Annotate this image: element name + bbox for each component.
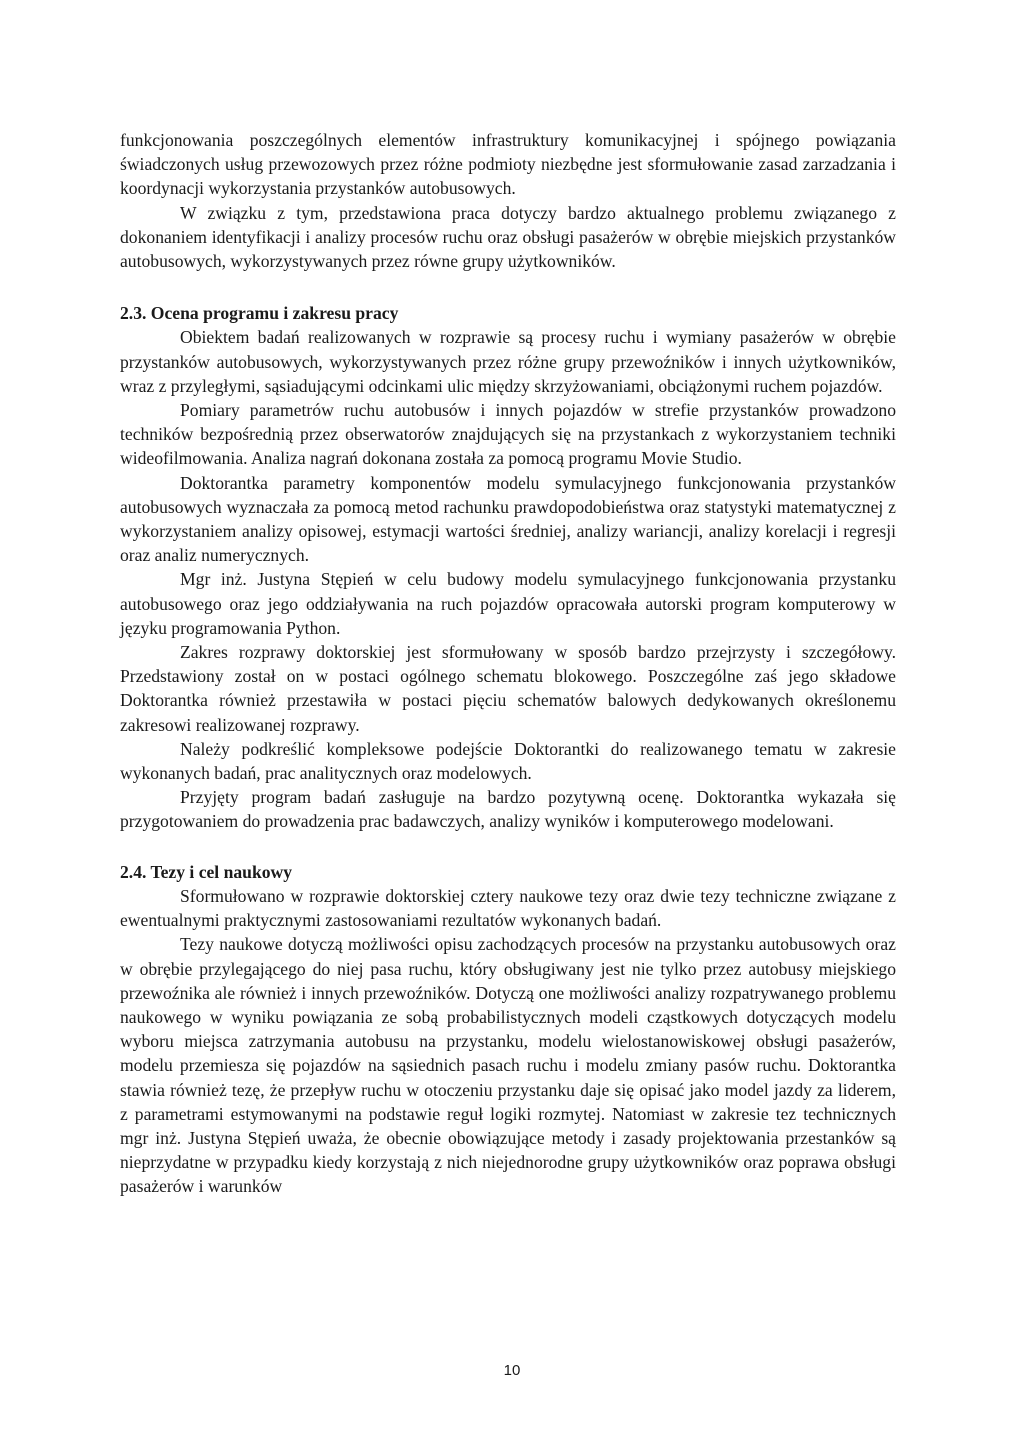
- section-heading-2-3: 2.3. Ocena programu i zakresu pracy: [120, 303, 399, 324]
- paragraph-2-4-2: Tezy naukowe dotyczą możliwości opisu zachodzących procesów na przystanku autobusowych oraz w obrębie przylegającego do niej pasa ruchu, który obsługiwany jest nie tylko przez autobusy miejskiego przewoźnika ale również i innych przewoźników. Dotyczą one możliwości analizy rozpatrywanego problemu naukowego w wyniku powiązania ze sobą probabilistycznych modeli cząstkowych dotyczących modelu wyboru miejsca zatrzymania autobusu na przystanku, modelu wielostanowiskowej obsługi pasażerów, modelu przemiesza się pojazdów na sąsiednich pasach ruchu i modelu zmiany pasów ruchu. Doktorantka stawia również tezę, że przepływ ruchu w otoczeniu przystanku daje się opisać jako model jazdy za liderem, z parametrami estymowanymi na podstawie reguł logiki rozmytej. Natomiast w zakresie tez technicznych mgr inż. Justyna Stępień uważa, że obecnie obowiązujące metody i zasady projektowania przestanków są nieprzydatne w przypadku kiedy korzystają z nich niejednorodne grupy użytkowników oraz poprawa obsługi pasażerów i warunków: [120, 934, 896, 1197]
- paragraph-2-4-1: Sformułowano w rozprawie doktorskiej cztery naukowe tezy oraz dwie tezy techniczne związane z ewentualnymi praktycznymi zastosowaniami rezultatów wykonanych badań.: [120, 885, 896, 931]
- page-number: 10: [503, 1362, 521, 1379]
- paragraph-2-3-6: Należy podkreślić kompleksowe podejście Doktorantki do realizowanego tematu w zakresie wykonanych badań, prac analitycznych oraz modelowych.: [120, 738, 896, 784]
- section-heading-2-4: 2.4. Tezy i cel naukowy: [120, 861, 293, 882]
- paragraph-2-3-1: Obiektem badań realizowanych w rozprawie są procesy ruchu i wymiany pasażerów w obrębie przystanków autobusowych, wykorzystywanych przez różne grupy przewoźników i innych użytkowników, wraz z przyległymi, sąsiadującymi odcinkami ulic między skrzyżowaniami, obciążonymi ruchem pojazdów.: [120, 327, 896, 396]
- document-page: [120, 128, 896, 1199]
- paragraph-2-3-7: Przyjęty program badań zasługuje na bardzo pozytywną ocenę. Doktorantka wykazała się przygotowaniem do prowadzenia prac badawczych, analizy wyników i komputerowego modelowani.: [120, 787, 896, 832]
- paragraph-2-3-5: Zakres rozprawy doktorskiej jest sformułowany w sposób bardzo przejrzysty i szczegółowy. Przedstawiony został on w postaci ogólnego schematu blokowego. Poszczególne zaś jego składowe Doktorantka również przestawiła w postaci pięciu schematów balowych dedykowanych określonemu zakresowi realizowanej rozprawy.: [120, 642, 896, 735]
- paragraph-2-3-2: Pomiary parametrów ruchu autobusów i innych pojazdów w strefie przystanków prowadzono techników bezpośrednią przez obserwatorów znajdujących się na przystankach z wykorzystaniem techniki wideofilmowania. Analiza nagrań dokonana została za pomocą programu Movie Studio.: [120, 400, 896, 469]
- paragraph-2-3-4: Mgr inż. Justyna Stępień w celu budowy modelu symulacyjnego funkcjonowania przystanku autobusowego oraz jego oddziaływania na ruch pojazdów opracowała autorski program komputerowy w języku programowania Python.: [120, 569, 896, 638]
- paragraph-2-3-3: Doktorantka parametry komponentów modelu symulacyjnego funkcjonowania przystanków autobusowych wyznaczała za pomocą metod rachunku prawdopodobieństwa oraz statystyki matematycznej z wykorzystaniem analizy opisowej, estymacji wartości średniej, analizy wariancji, analizy korelacji i regresji oraz analiz numerycznych.: [120, 472, 896, 566]
- paragraph-intro-1: funkcjonowania poszczególnych elementów infrastruktury komunikacyjnej i spójnego powiązania świadczonych usług przewozowych przez różne podmioty niezbędne jest sformułowanie zasad zarzadzania i koordynacji wykorzystania przystanków autobusowych.: [120, 130, 896, 199]
- paragraph-intro-2: W związku z tym, przedstawiona praca dotyczy bardzo aktualnego problemu związanego z dokonaniem identyfikacji i analizy procesów ruchu oraz obsługi pasażerów w obrębie miejskich przystanków autobusowych, wykorzystywanych przez równe grupy użytkowników.: [120, 202, 896, 272]
